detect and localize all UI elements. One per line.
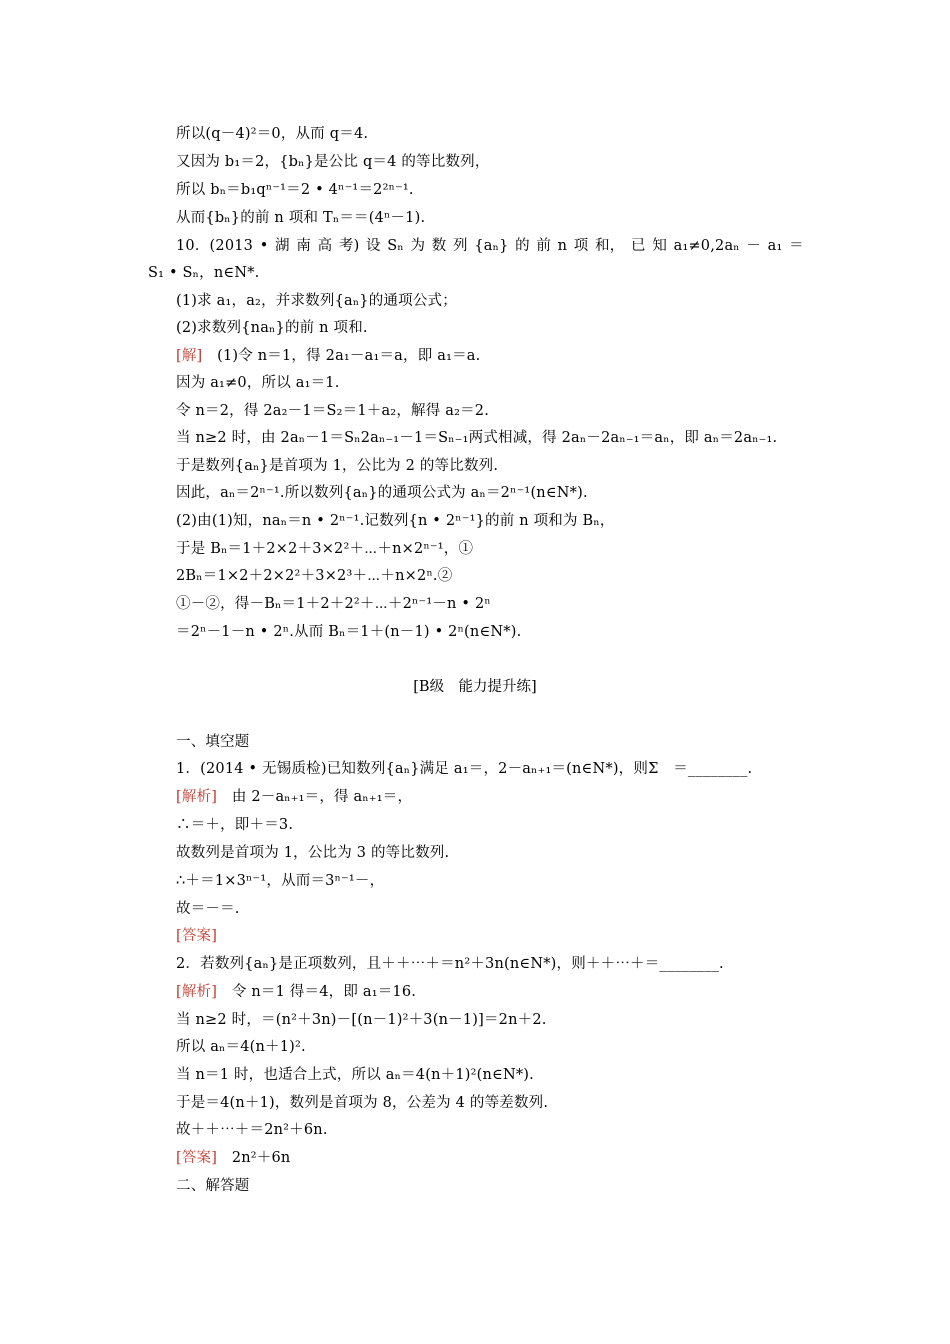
question-1: 1．(2014 • 无锡质检)已知数列{aₙ}满足 a₁＝，2－aₙ₊₁＝(n∈N*)，则Σ ＝________. [176, 761, 753, 777]
text-line: 当 n＝1 时，也适合上式，所以 aₙ＝4(n＋1)²(n∈N*). [176, 1067, 534, 1083]
text-line: (2)求数列{naₙ}的前 n 项和. [176, 320, 368, 336]
text-line: 令 n＝2，得 2a₂－1＝S₂＝1＋a₂，解得 a₂＝2. [176, 403, 490, 419]
text-line: 于是 Bₙ＝1＋2×2＋3×2²＋⋯＋n×2ⁿ⁻¹，① [176, 541, 474, 557]
solution-line: [解析] 令 n＝1 得＝4，即 a₁＝16. [176, 984, 417, 1000]
text-line: 于是＝4(n＋1)，数列是首项为 8，公差为 4 的等差数列. [176, 1095, 549, 1111]
text-line: 故数列是首项为 1，公比为 3 的等比数列. [176, 845, 450, 861]
text-line: ＝2ⁿ－1－n • 2ⁿ.从而 Bₙ＝1＋(n－1) • 2ⁿ(n∈N*). [176, 624, 522, 640]
text-line: 从而{bₙ}的前 n 项和 Tₙ＝＝(4ⁿ－1). [176, 210, 426, 226]
text-line: ∴＝＋，即＋＝3. [176, 817, 294, 833]
part-heading: 二、解答题 [176, 1178, 250, 1194]
text-line: 当 n≥2 时，由 2aₙ－1＝Sₙ2aₙ₋₁－1＝Sₙ₋₁两式相减，得 2aₙ－2aₙ₋₁＝aₙ，即 aₙ＝2aₙ₋₁. [176, 430, 778, 446]
text-line: (2)由(1)知，naₙ＝n • 2ⁿ⁻¹.记数列{n • 2ⁿ⁻¹}的前 n 项和为 Bₙ， [176, 513, 615, 529]
answer-line: [答案] 2n²＋6n [176, 1150, 291, 1166]
solution-tag: [解] [176, 348, 203, 364]
text-line: ①－②，得－Bₙ＝1＋2＋2²＋⋯＋2ⁿ⁻¹－n • 2ⁿ [176, 596, 491, 612]
text-line: 所以(q－4)²＝0，从而 q＝4. [176, 126, 369, 142]
solution-line: [解] (1)令 n＝1，得 2a₁－a₁＝a，即 a₁＝a. [176, 348, 481, 364]
analysis-tag: [解析] [176, 984, 218, 1000]
text-line: 又因为 b₁＝2，{bₙ}是公比 q＝4 的等比数列， [176, 154, 490, 170]
text-line: 所以 aₙ＝4(n＋1)². [176, 1039, 306, 1055]
text-line: ∴＋＝1×3ⁿ⁻¹，从而＝3ⁿ⁻¹－， [176, 873, 385, 889]
question-10-header: 10．(2013 • 湖 南 高 考) 设 Sₙ 为 数 列 {aₙ} 的 前 n 项 和， 已 知 a₁≠0,2aₙ － a₁ ＝ [176, 238, 804, 254]
text-line: 故＝－＝. [176, 901, 240, 917]
answer-tag: [答案] [176, 928, 218, 944]
question-2: 2．若数列{aₙ}是正项数列，且＋＋⋯＋＝n²＋3n(n∈N*)，则＋＋⋯＋＝________. [176, 956, 724, 972]
text-line: 因此，aₙ＝2ⁿ⁻¹.所以数列{aₙ}的通项公式为 aₙ＝2ⁿ⁻¹(n∈N*). [176, 485, 588, 501]
text-line: 当 n≥2 时，＝(n²＋3n)－[(n－1)²＋3(n－1)]＝2n＋2. [176, 1012, 547, 1028]
answer-tag: [答案] [176, 1150, 218, 1166]
text-line: 故＋＋⋯＋＝2n²＋6n. [176, 1122, 328, 1138]
question-10-continuation: S₁ • Sₙ，n∈N*. [148, 265, 260, 281]
section-title: [B级 能力提升练] [413, 679, 537, 695]
analysis-tag: [解析] [176, 789, 218, 805]
text-line: 于是数列{aₙ}是首项为 1，公比为 2 的等比数列. [176, 458, 499, 474]
solution-line: [解析] 由 2－aₙ₊₁＝，得 aₙ₊₁＝， [176, 789, 413, 805]
part-heading: 一、填空题 [176, 734, 250, 750]
text-line: 因为 a₁≠0，所以 a₁＝1. [176, 375, 340, 391]
text-line: 2Bₙ＝1×2＋2×2²＋3×2³＋⋯＋n×2ⁿ.② [176, 568, 453, 584]
text-line: 所以 bₙ＝b₁qⁿ⁻¹＝2 • 4ⁿ⁻¹＝2²ⁿ⁻¹. [176, 182, 414, 198]
text-line: (1)求 a₁，a₂，并求数列{aₙ}的通项公式； [176, 293, 457, 309]
